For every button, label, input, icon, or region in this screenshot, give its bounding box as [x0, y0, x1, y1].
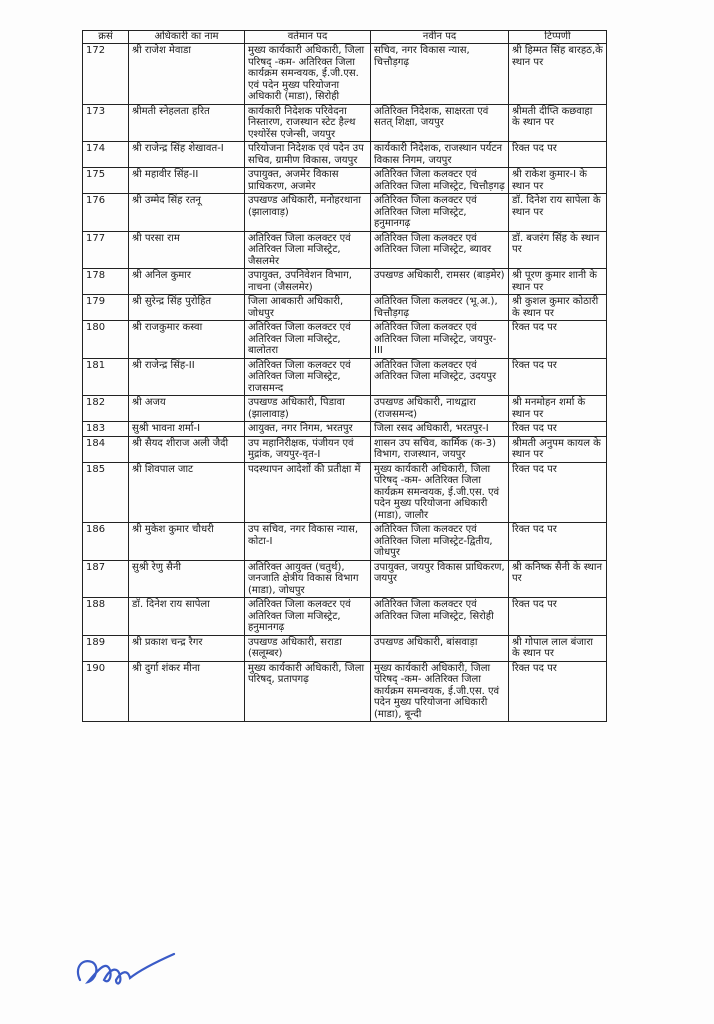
current-post-cell: जिला आबकारी अधिकारी, जोधपुर: [245, 295, 371, 321]
current-post-cell: उपायुक्त, अजमेर विकास प्राधिकरण, अजमेर: [245, 168, 371, 194]
remark-cell: श्री हिम्मत सिंह बारहठ,के स्थान पर: [509, 44, 607, 105]
officer-name-cell: श्री प्रकाश चन्द्र रैगर: [129, 635, 245, 661]
remark-cell: श्री मनमोहन शर्मा के स्थान पर: [509, 396, 607, 422]
current-post-cell: मुख्य कार्यकारी अधिकारी, जिला परिषद्, प्रतापगढ़: [245, 661, 371, 722]
officer-name-cell: श्री सैयद शीराज अली जैदी: [129, 436, 245, 462]
serial-cell: 188: [83, 598, 129, 636]
new-post-cell: अतिरिक्त जिला कलक्टर एवं अतिरिक्त जिला मजिस्ट्रेट, सिरोही: [371, 598, 509, 636]
serial-cell: 177: [83, 231, 129, 269]
current-post-cell: आयुक्त, नगर निगम, भरतपुर: [245, 422, 371, 437]
table-row: [83, 560, 607, 598]
new-post-cell: उपखण्ड अधिकारी, नाथद्वारा (राजसमन्द): [371, 396, 509, 422]
officer-name-cell: श्री अजय: [129, 396, 245, 422]
table-row: [83, 661, 607, 722]
table-row: [83, 104, 607, 142]
serial-cell: 176: [83, 194, 129, 232]
current-post-cell: अतिरिक्त जिला कलक्टर एवं अतिरिक्त जिला मजिस्ट्रेट, बालोतरा: [245, 321, 371, 359]
serial-cell: 189: [83, 635, 129, 661]
officer-name-cell: श्री मुकेश कुमार चौधरी: [129, 523, 245, 561]
header-officer-name: अधिकारी का नाम: [129, 31, 245, 44]
new-post-cell: अतिरिक्त निदेशक, साक्षरता एवं सतत् शिक्षा, जयपुर: [371, 104, 509, 142]
table-row: [83, 142, 607, 168]
table-row: [83, 358, 607, 396]
serial-cell: 180: [83, 321, 129, 359]
new-post-cell: अतिरिक्त जिला कलक्टर एवं अतिरिक्त जिला मजिस्ट्रेट, उदयपुर: [371, 358, 509, 396]
current-post-cell: उप महानिरीक्षक, पंजीयन एवं मुद्रांक, जयपुर-वृत-I: [245, 436, 371, 462]
current-post-cell: अतिरिक्त जिला कलक्टर एवं अतिरिक्त जिला मजिस्ट्रेट, राजसमन्द: [245, 358, 371, 396]
new-post-cell: कार्यकारी निदेशक, राजस्थान पर्यटन विकास निगम, जयपुर: [371, 142, 509, 168]
current-post-cell: उपखण्ड अधिकारी, पिडावा (झालावाड़): [245, 396, 371, 422]
table-row: [83, 321, 607, 359]
new-post-cell: उपखण्ड अधिकारी, रामसर (बाड़मेर): [371, 269, 509, 295]
table-row: [83, 194, 607, 232]
new-post-cell: मुख्य कार्यकारी अधिकारी, जिला परिषद् -कम- अतिरिक्त जिला कार्यक्रम समन्वयक, ई.जी.एस. एवं पदेन मुख्य परियोजना अधिकारी (माडा), जालौर: [371, 462, 509, 523]
officer-name-cell: श्री अनिल कुमार: [129, 269, 245, 295]
table-row: [83, 598, 607, 636]
officer-name-cell: श्री राजकुमार कस्वा: [129, 321, 245, 359]
table-row: [83, 396, 607, 422]
remark-cell: श्री गोपाल लाल बंजारा के स्थान पर: [509, 635, 607, 661]
remark-cell: रिक्त पद पर: [509, 321, 607, 359]
header-remark: टिप्पणी: [509, 31, 607, 44]
table-row: [83, 231, 607, 269]
new-post-cell: शासन उप सचिव, कार्मिक (क-3) विभाग, राजस्थान, जयपुर: [371, 436, 509, 462]
serial-cell: 181: [83, 358, 129, 396]
new-post-cell: अतिरिक्त जिला कलक्टर एवं अतिरिक्त जिला मजिस्ट्रेट, जयपुर-III: [371, 321, 509, 359]
new-post-cell: उपायुक्त, जयपुर विकास प्राधिकरण, जयपुर: [371, 560, 509, 598]
current-post-cell: अतिरिक्त आयुक्त (चतुर्थ), जनजाति क्षेत्रीय विकास विभाग (माडा), जोधपुर: [245, 560, 371, 598]
new-post-cell: सचिव, नगर विकास न्यास, चित्तौड़गढ़: [371, 44, 509, 105]
table-row: [83, 269, 607, 295]
serial-cell: 183: [83, 422, 129, 437]
remark-cell: डॉ. बजरंग सिंह के स्थान पर: [509, 231, 607, 269]
table-row: [83, 523, 607, 561]
remark-cell: श्री राकेश कुमार-I के स्थान पर: [509, 168, 607, 194]
header-serial: क्रसं: [83, 31, 129, 44]
table-row: [83, 436, 607, 462]
current-post-cell: अतिरिक्त जिला कलक्टर एवं अतिरिक्त जिला मजिस्ट्रेट, जैसलमेर: [245, 231, 371, 269]
officer-name-cell: सुश्री रेणु सैनी: [129, 560, 245, 598]
new-post-cell: अतिरिक्त जिला कलक्टर एवं अतिरिक्त जिला मजिस्ट्रेट, हनुमानगढ़: [371, 194, 509, 232]
transfer-table: [82, 30, 607, 722]
remark-cell: रिक्त पद पर: [509, 422, 607, 437]
current-post-cell: मुख्य कार्यकारी अधिकारी, जिला परिषद् -कम- अतिरिक्त जिला कार्यक्रम समन्वयक, ई.जी.एस. एवं पदेन मुख्य परियोजना अधिकारी (माडा), सिरोही: [245, 44, 371, 105]
table-row: [83, 295, 607, 321]
officer-name-cell: श्री शिवपाल जाट: [129, 462, 245, 523]
officer-name-cell: श्री सुरेन्द्र सिंह पुरोहित: [129, 295, 245, 321]
remark-cell: रिक्त पद पर: [509, 462, 607, 523]
remark-cell: श्रीमती दीप्ति कछवाहा के स्थान पर: [509, 104, 607, 142]
serial-cell: 174: [83, 142, 129, 168]
officer-name-cell: श्रीमती स्नेहलता हरित: [129, 104, 245, 142]
header-new-post: नवीन पद: [371, 31, 509, 44]
table-row: [83, 635, 607, 661]
current-post-cell: उपखण्ड अधिकारी, मनोहरथाना (झालावाड़): [245, 194, 371, 232]
officer-name-cell: सुश्री भावना शर्मा-I: [129, 422, 245, 437]
remark-cell: रिक्त पद पर: [509, 142, 607, 168]
serial-cell: 173: [83, 104, 129, 142]
table-body: [83, 44, 607, 722]
new-post-cell: अतिरिक्त जिला कलक्टर एवं अतिरिक्त जिला मजिस्ट्रेट, चित्तौड़गढ़: [371, 168, 509, 194]
serial-cell: 184: [83, 436, 129, 462]
new-post-cell: अतिरिक्त जिला कलक्टर (भू.अ.), चित्तौड़गढ़: [371, 295, 509, 321]
remark-cell: श्री पूरण कुमार शानी के स्थान पर: [509, 269, 607, 295]
table-row: [83, 462, 607, 523]
serial-cell: 185: [83, 462, 129, 523]
serial-cell: 182: [83, 396, 129, 422]
header-current-post: वर्तमान पद: [245, 31, 371, 44]
remark-cell: रिक्त पद पर: [509, 523, 607, 561]
serial-cell: 186: [83, 523, 129, 561]
remark-cell: रिक्त पद पर: [509, 598, 607, 636]
table-row: [83, 44, 607, 105]
officer-name-cell: श्री उम्मेद सिंह रतनू: [129, 194, 245, 232]
table-row: [83, 168, 607, 194]
table-row: [83, 422, 607, 437]
remark-cell: श्री कुशल कुमार कोठारी के स्थान पर: [509, 295, 607, 321]
remark-cell: रिक्त पद पर: [509, 661, 607, 722]
officer-name-cell: श्री राजेश मेवाडा: [129, 44, 245, 105]
serial-cell: 179: [83, 295, 129, 321]
current-post-cell: उप सचिव, नगर विकास न्यास, कोटा-I: [245, 523, 371, 561]
new-post-cell: जिला रसद अधिकारी, भरतपुर-I: [371, 422, 509, 437]
new-post-cell: उपखण्ड अधिकारी, बांसवाड़ा: [371, 635, 509, 661]
current-post-cell: अतिरिक्त जिला कलक्टर एवं अतिरिक्त जिला मजिस्ट्रेट, हनुमानगढ़: [245, 598, 371, 636]
current-post-cell: कार्यकारी निदेशक परिवेदना निस्तारण, राजस्थान स्टेट हैल्थ एश्योरेंस एजेन्सी, जयपुर: [245, 104, 371, 142]
current-post-cell: पदस्थापन आदेशों की प्रतीक्षा में: [245, 462, 371, 523]
remark-cell: श्री कनिष्क सैनी के स्थान पर: [509, 560, 607, 598]
table-header-row: [83, 31, 607, 44]
serial-cell: 190: [83, 661, 129, 722]
serial-cell: 178: [83, 269, 129, 295]
officer-name-cell: डॉ. दिनेश राय सापेला: [129, 598, 245, 636]
serial-cell: 175: [83, 168, 129, 194]
current-post-cell: उपखण्ड अधिकारी, सराडा (सलूम्बर): [245, 635, 371, 661]
remark-cell: रिक्त पद पर: [509, 358, 607, 396]
officer-name-cell: श्री महावीर सिंह-II: [129, 168, 245, 194]
officer-name-cell: श्री परसा राम: [129, 231, 245, 269]
new-post-cell: मुख्य कार्यकारी अधिकारी, जिला परिषद् -कम- अतिरिक्त जिला कार्यक्रम समन्वयक, ई.जी.एस. एवं पदेन मुख्य परियोजना अधिकारी (माडा), बून्दी: [371, 661, 509, 722]
serial-cell: 187: [83, 560, 129, 598]
new-post-cell: अतिरिक्त जिला कलक्टर एवं अतिरिक्त जिला मजिस्ट्रेट, ब्यावर: [371, 231, 509, 269]
serial-cell: 172: [83, 44, 129, 105]
current-post-cell: उपायुक्त, उपनिवेशन विभाग, नाचना (जैसलमेर): [245, 269, 371, 295]
officer-name-cell: श्री राजेन्द्र सिंह-II: [129, 358, 245, 396]
officer-name-cell: श्री राजेन्द्र सिंह शेखावत-I: [129, 142, 245, 168]
new-post-cell: अतिरिक्त जिला कलक्टर एवं अतिरिक्त जिला मजिस्ट्रेट-द्वितीय, जोधपुर: [371, 523, 509, 561]
signature-mark: [70, 940, 180, 1000]
remark-cell: श्रीमती अनुपम कायल के स्थान पर: [509, 436, 607, 462]
current-post-cell: परियोजना निदेशक एवं पदेन उप सचिव, ग्रामीण विकास, जयपुर: [245, 142, 371, 168]
officer-name-cell: श्री दुर्गा शंकर मीना: [129, 661, 245, 722]
remark-cell: डॉ. दिनेश राय सापेला के स्थान पर: [509, 194, 607, 232]
